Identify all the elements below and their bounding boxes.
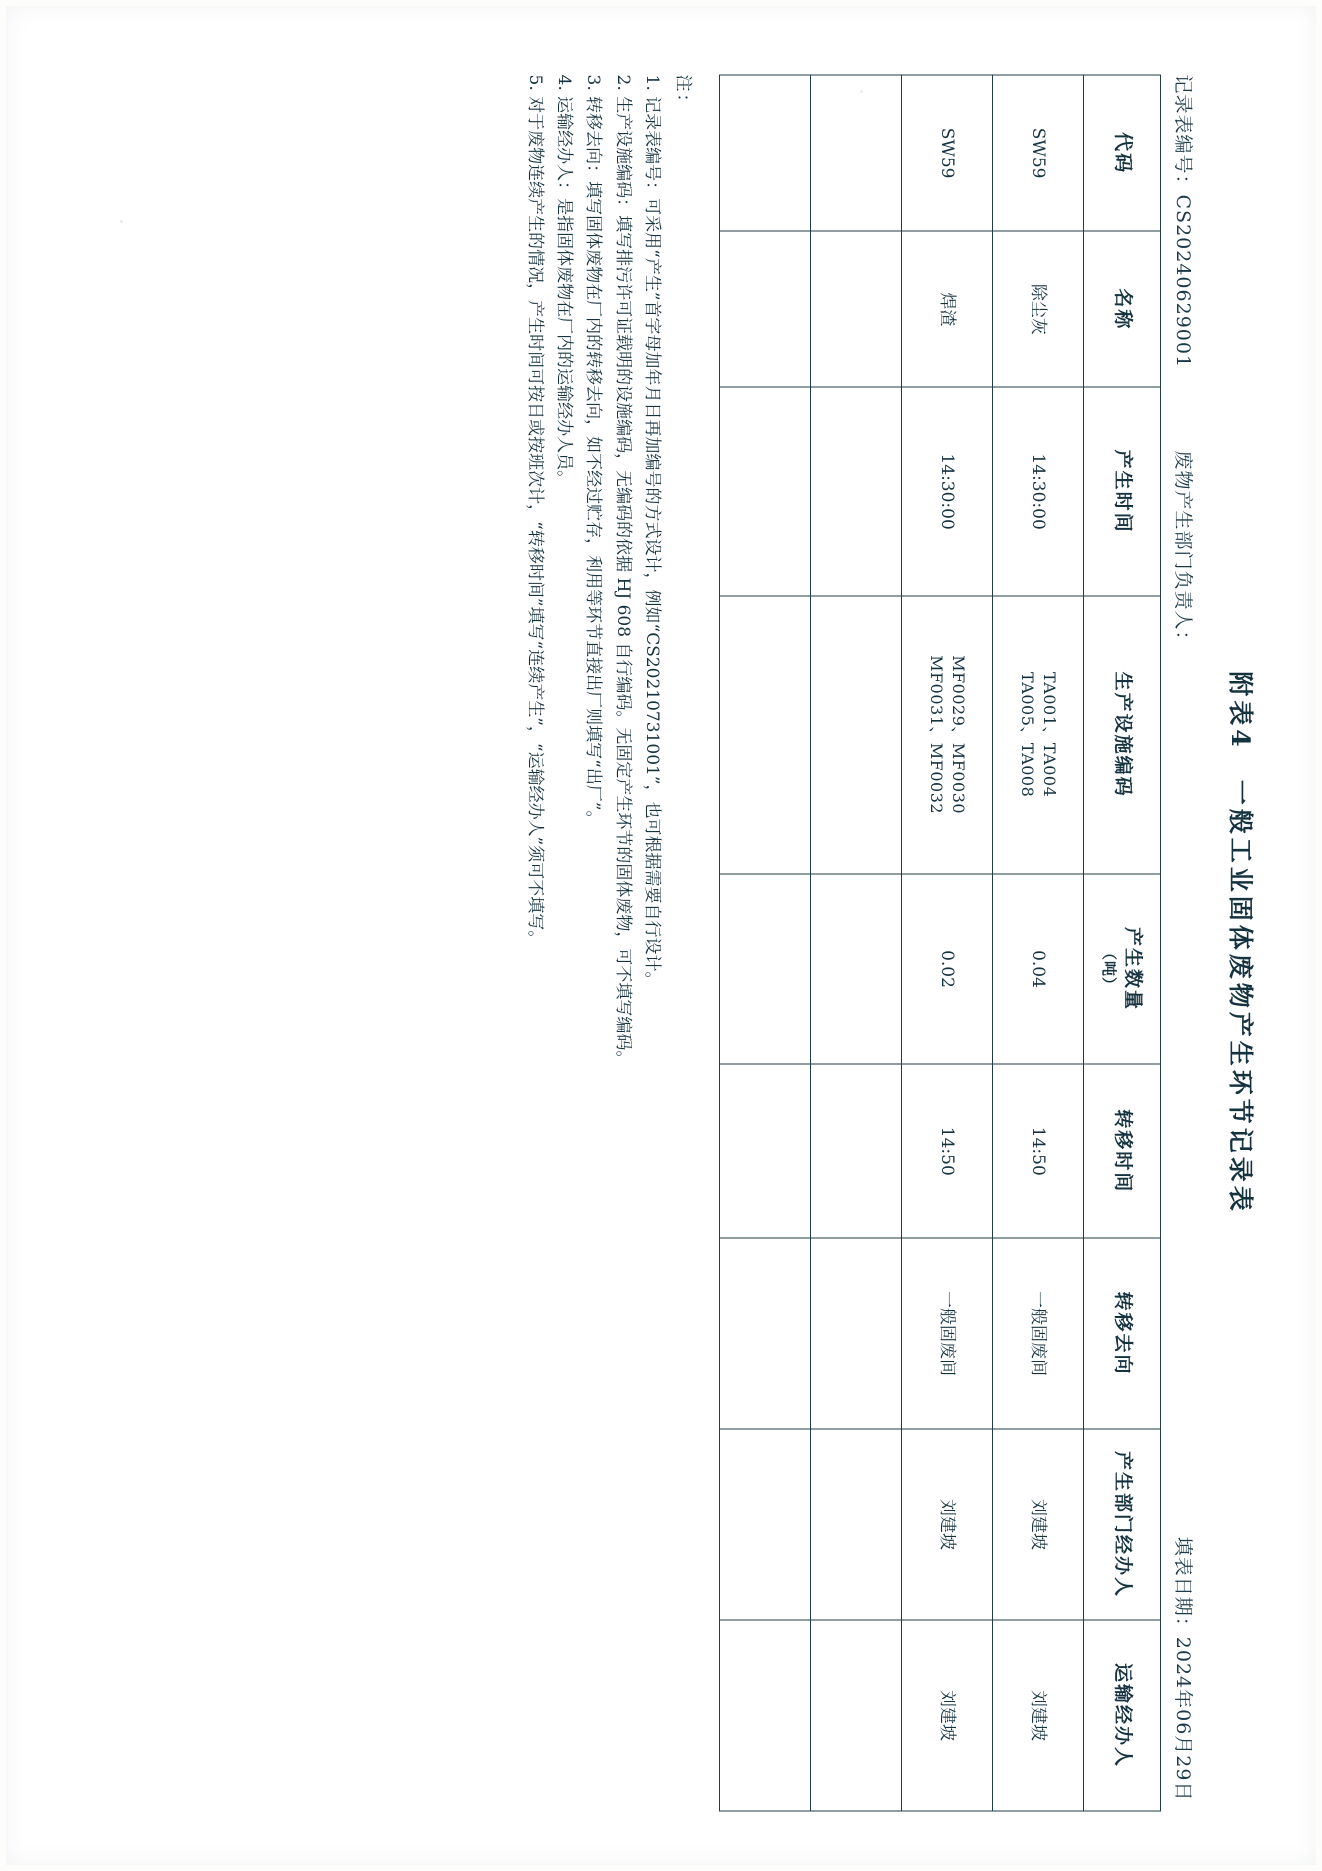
col-header-quantity-unit: （吨）: [1100, 944, 1119, 993]
cell-transfer-time: 14:50: [902, 1064, 993, 1238]
cell-destination: 一般固废间: [993, 1238, 1084, 1429]
table-row: [811, 75, 902, 1811]
dept-head: [1171, 404, 1198, 1371]
cell-code: [811, 75, 902, 231]
cell-produce-time: 14:30:00: [993, 387, 1084, 595]
facility-code-line: TA005、TA008: [1018, 671, 1037, 797]
fill-date-label: 填表日期：: [1172, 1536, 1194, 1637]
cell-code: SW59: [993, 75, 1084, 231]
col-header-name: 名称: [1084, 231, 1161, 387]
cell-transport-operator: 刘建坡: [902, 1619, 993, 1810]
record-no-value: CS20240629001: [1172, 194, 1194, 368]
cell-dept-operator: 刘建坡: [902, 1429, 993, 1620]
note-item: 4. 运输经办人：是指固体废物在厂内的运输经办人员。: [554, 74, 575, 487]
notes-section: [520, 74, 697, 1811]
cell-transport-operator: [720, 1619, 811, 1810]
cell-name: 焊渣: [902, 231, 993, 387]
cell-destination: [720, 1238, 811, 1429]
cell-quantity: 0.02: [902, 873, 993, 1064]
cell-produce-time: 14:30:00: [902, 387, 993, 595]
cell-transport-operator: [811, 1619, 902, 1810]
note-item: 5. 对于废物连续产生的情况，产生时间可按日或按班次计，“转移时间”填写“连续产生”，“运输经办人”须可不填写。: [524, 74, 545, 947]
table-row: [993, 75, 1084, 1811]
cell-destination: 一般固废间: [902, 1238, 993, 1429]
col-header-quantity-main: 产生数量: [1121, 926, 1144, 1011]
cell-facility-codes: [720, 595, 811, 873]
cell-destination: [811, 1238, 902, 1429]
col-header-produce-time: 产生时间: [1084, 387, 1161, 595]
notes-title: 注：: [673, 74, 693, 112]
table-header-row: [1084, 75, 1161, 1811]
cell-transfer-time: [720, 1064, 811, 1238]
table-row: [720, 75, 811, 1811]
cell-code: [720, 75, 811, 231]
col-header-facility-code: 生产设施编码: [1084, 595, 1161, 873]
cell-produce-time: [720, 387, 811, 595]
col-header-quantity: [1084, 873, 1161, 1064]
cell-quantity: 0.04: [993, 873, 1084, 1064]
cell-transfer-time: [811, 1064, 902, 1238]
fill-date: [1171, 1371, 1198, 1811]
page-title: 附表4 一般工业固体废物产生环节记录表: [1226, 670, 1255, 1215]
cell-quantity: [720, 873, 811, 1064]
cell-name: [720, 231, 811, 387]
note-item: 1. 记录表编号：可采用“产生”首字母加年月日再加编号的方式设计，例如“CS20210731001”，也可根据需要自行设计。: [641, 74, 662, 989]
cell-dept-operator: 刘建坡: [993, 1429, 1084, 1620]
record-no: [1171, 74, 1198, 404]
cell-facility-codes: [902, 595, 993, 873]
table-row: [902, 75, 993, 1811]
fill-date-value: 2024年06月29日: [1172, 1636, 1194, 1801]
meta-row: [1171, 74, 1198, 1811]
cell-quantity: [811, 873, 902, 1064]
cell-produce-time: [811, 387, 902, 595]
note-item: 2. 生产设施编码：填写排污许可证载明的设施编码，无编码的依据 HJ 608 自行编码。无固定产生环节的固体废物，可不填写编码。: [612, 74, 633, 1067]
waste-record-table: [719, 74, 1161, 1811]
col-header-transfer-time: 转移时间: [1084, 1064, 1161, 1238]
cell-transport-operator: 刘建坡: [993, 1619, 1084, 1810]
cell-code: SW59: [902, 75, 993, 231]
facility-code-line: MF0031、MF0032: [927, 654, 946, 814]
dept-head-label: 废物产生部门负责人：: [1172, 450, 1194, 651]
note-item: 3. 转移去向：填写固体废物在厂内的转移去向，如不经过贮存，利用等环节直接出厂则填写“出厂”。: [583, 74, 604, 828]
cell-dept-operator: [720, 1429, 811, 1620]
facility-code-line: MF0029、MF0030: [948, 654, 968, 814]
record-no-label: 记录表编号：: [1172, 74, 1194, 195]
cell-facility-codes: [811, 595, 902, 873]
cell-transfer-time: 14:50: [993, 1064, 1084, 1238]
col-header-code: 代码: [1084, 75, 1161, 231]
cell-facility-codes: [993, 595, 1084, 873]
col-header-destination: 转移去向: [1084, 1238, 1161, 1429]
col-header-transport-operator: 运输经办人: [1084, 1619, 1161, 1810]
facility-code-line: TA001、TA004: [1039, 671, 1059, 797]
col-header-dept-operator: 产生部门经办人: [1084, 1429, 1161, 1620]
cell-name: 除尘灰: [993, 231, 1084, 387]
cell-dept-operator: [811, 1429, 902, 1620]
cell-name: [811, 231, 902, 387]
